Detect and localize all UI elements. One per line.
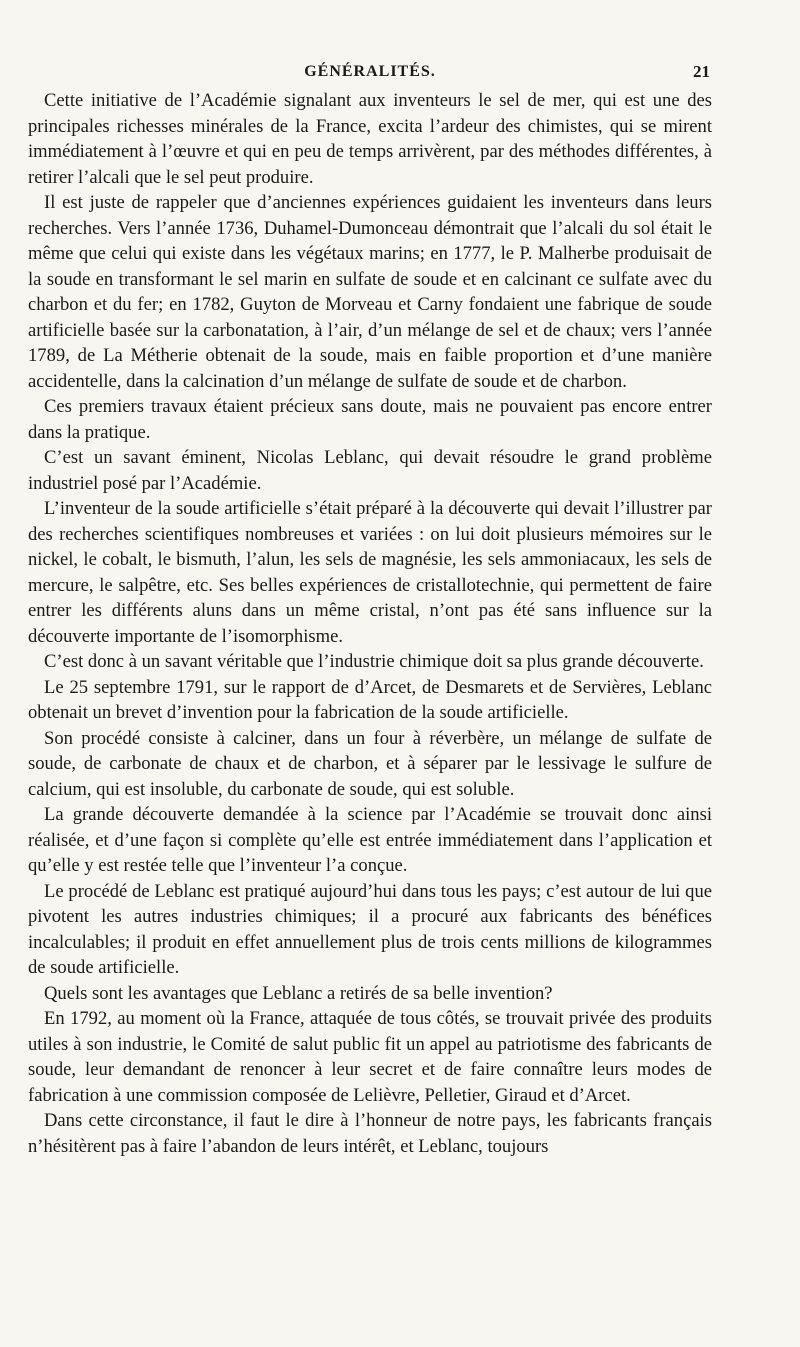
paragraph: C’est donc à un savant véritable que l’industrie chimique doit sa plus grande découverte. — [44, 651, 704, 672]
paragraph: Quels sont les avantages que Leblanc a retirés de sa belle invention? — [44, 982, 553, 1004]
running-head — [30, 60, 710, 84]
page-number: 21 — [693, 62, 710, 81]
paragraph: Il est juste de rappeler que d’anciennes expériences guidaient les inventeurs dans leurs recherches. Vers l’année 1736, Duhamel-Dumonceau démontrait que l’alcali du sol était le même que celui qui existe dans les végétaux marins; en 1777, le P. Malherbe produisait de la soude en transformant le sel marin en sulfate de soude et en calcinant ce sulfate avec du charbon et du fer; en 1782, Guyton de Morveau et Carny fondaient une fabrique de soude artificielle basée sur la carbonatation, à l’air, d’un mélange de sel et de chaux; vers l’année 1789, de La Métherie obtenait de la soude, mais en faible proportion et d’une manière accidentelle, dans la calcination d’un mélange de sulfate de soude et de charbon. — [28, 192, 712, 392]
paragraph: Dans cette circonstance, il faut le dire à l’honneur de notre pays, les fabricants français n’hésitèrent pas à faire l’abandon de leurs intérêt, et Leblanc, toujours — [28, 1110, 712, 1157]
paragraph: C’est un savant éminent, Nicolas Leblanc, qui devait résoudre le grand problème industriel posé par l’Académie. — [28, 447, 712, 494]
body-text — [28, 88, 712, 1159]
paragraph: Son procédé consiste à calciner, dans un four à réverbère, un mélange de sulfate de soude, de carbonate de chaux et de charbon, et à séparer par le lessivage le sulfure de calcium, qui est insoluble, du carbonate de soude, qui est soluble. — [28, 727, 712, 800]
paragraph: La grande découverte demandée à la science par l’Académie se trouvait donc ainsi réalisée, et d’une façon si complète qu’elle est entrée immédiatement dans l’application et qu’elle y est restée telle que l’inventeur l’a conçue. — [28, 804, 712, 876]
paragraph: Ces premiers travaux étaient précieux sans doute, mais ne pouvaient pas encore entrer dans la pratique. — [28, 396, 712, 443]
paragraph: Le 25 septembre 1791, sur le rapport de d’Arcet, de Desmarets et de Servières, Leblanc obtenait un brevet d’invention pour la fabrication de la soude artificielle. — [28, 676, 712, 723]
paragraph: En 1792, au moment où la France, attaquée de tous côtés, se trouvait privée des produits utiles à son industrie, le Comité de salut public fit un appel au patriotisme des fabricants de soude, leur demandant de renoncer à leur secret et de faire connaître leurs modes de fabrication à une commission composée de Lelièvre, Pelletier, Giraud et d’Arcet. — [28, 1008, 712, 1106]
paragraph: Le procédé de Leblanc est pratiqué aujourd’hui dans tous les pays; c’est autour de lui que pivotent les autres industries chimiques; il a procuré aux fabricants des bénéfices incalculables; il produit en effet annuellement plus de trois cents millions de kilogrammes de soude artificielle. — [28, 880, 712, 978]
chapter-title: GÉNÉRALITÉS. — [304, 63, 436, 80]
paragraph: Cette initiative de l’Académie signalant aux inventeurs le sel de mer, qui est une des principales richesses minérales de la France, excita l’ardeur des chimistes, qui se mirent immédiatement à l’œuvre et qui en peu de temps arrivèrent, par des méthodes différentes, à retirer l’alcali que le sel peut produire. — [28, 90, 712, 188]
paragraph: L’inventeur de la soude artificielle s’était préparé à la découverte qui devait l’illustrer par des recherches scientifiques nombreuses et variées : on lui doit plusieurs mémoires sur le nickel, le cobalt, le bismuth, l’alun, les sels de magnésie, les sels ammoniacaux, les sels de mercure, le salpêtre, etc. Ses belles expériences de cristallotechnie, qui permettent de faire entrer les différents aluns dans un même cristal, n’ont pas été sans influence sur la découverte importante de l’isomorphisme. — [28, 498, 712, 647]
